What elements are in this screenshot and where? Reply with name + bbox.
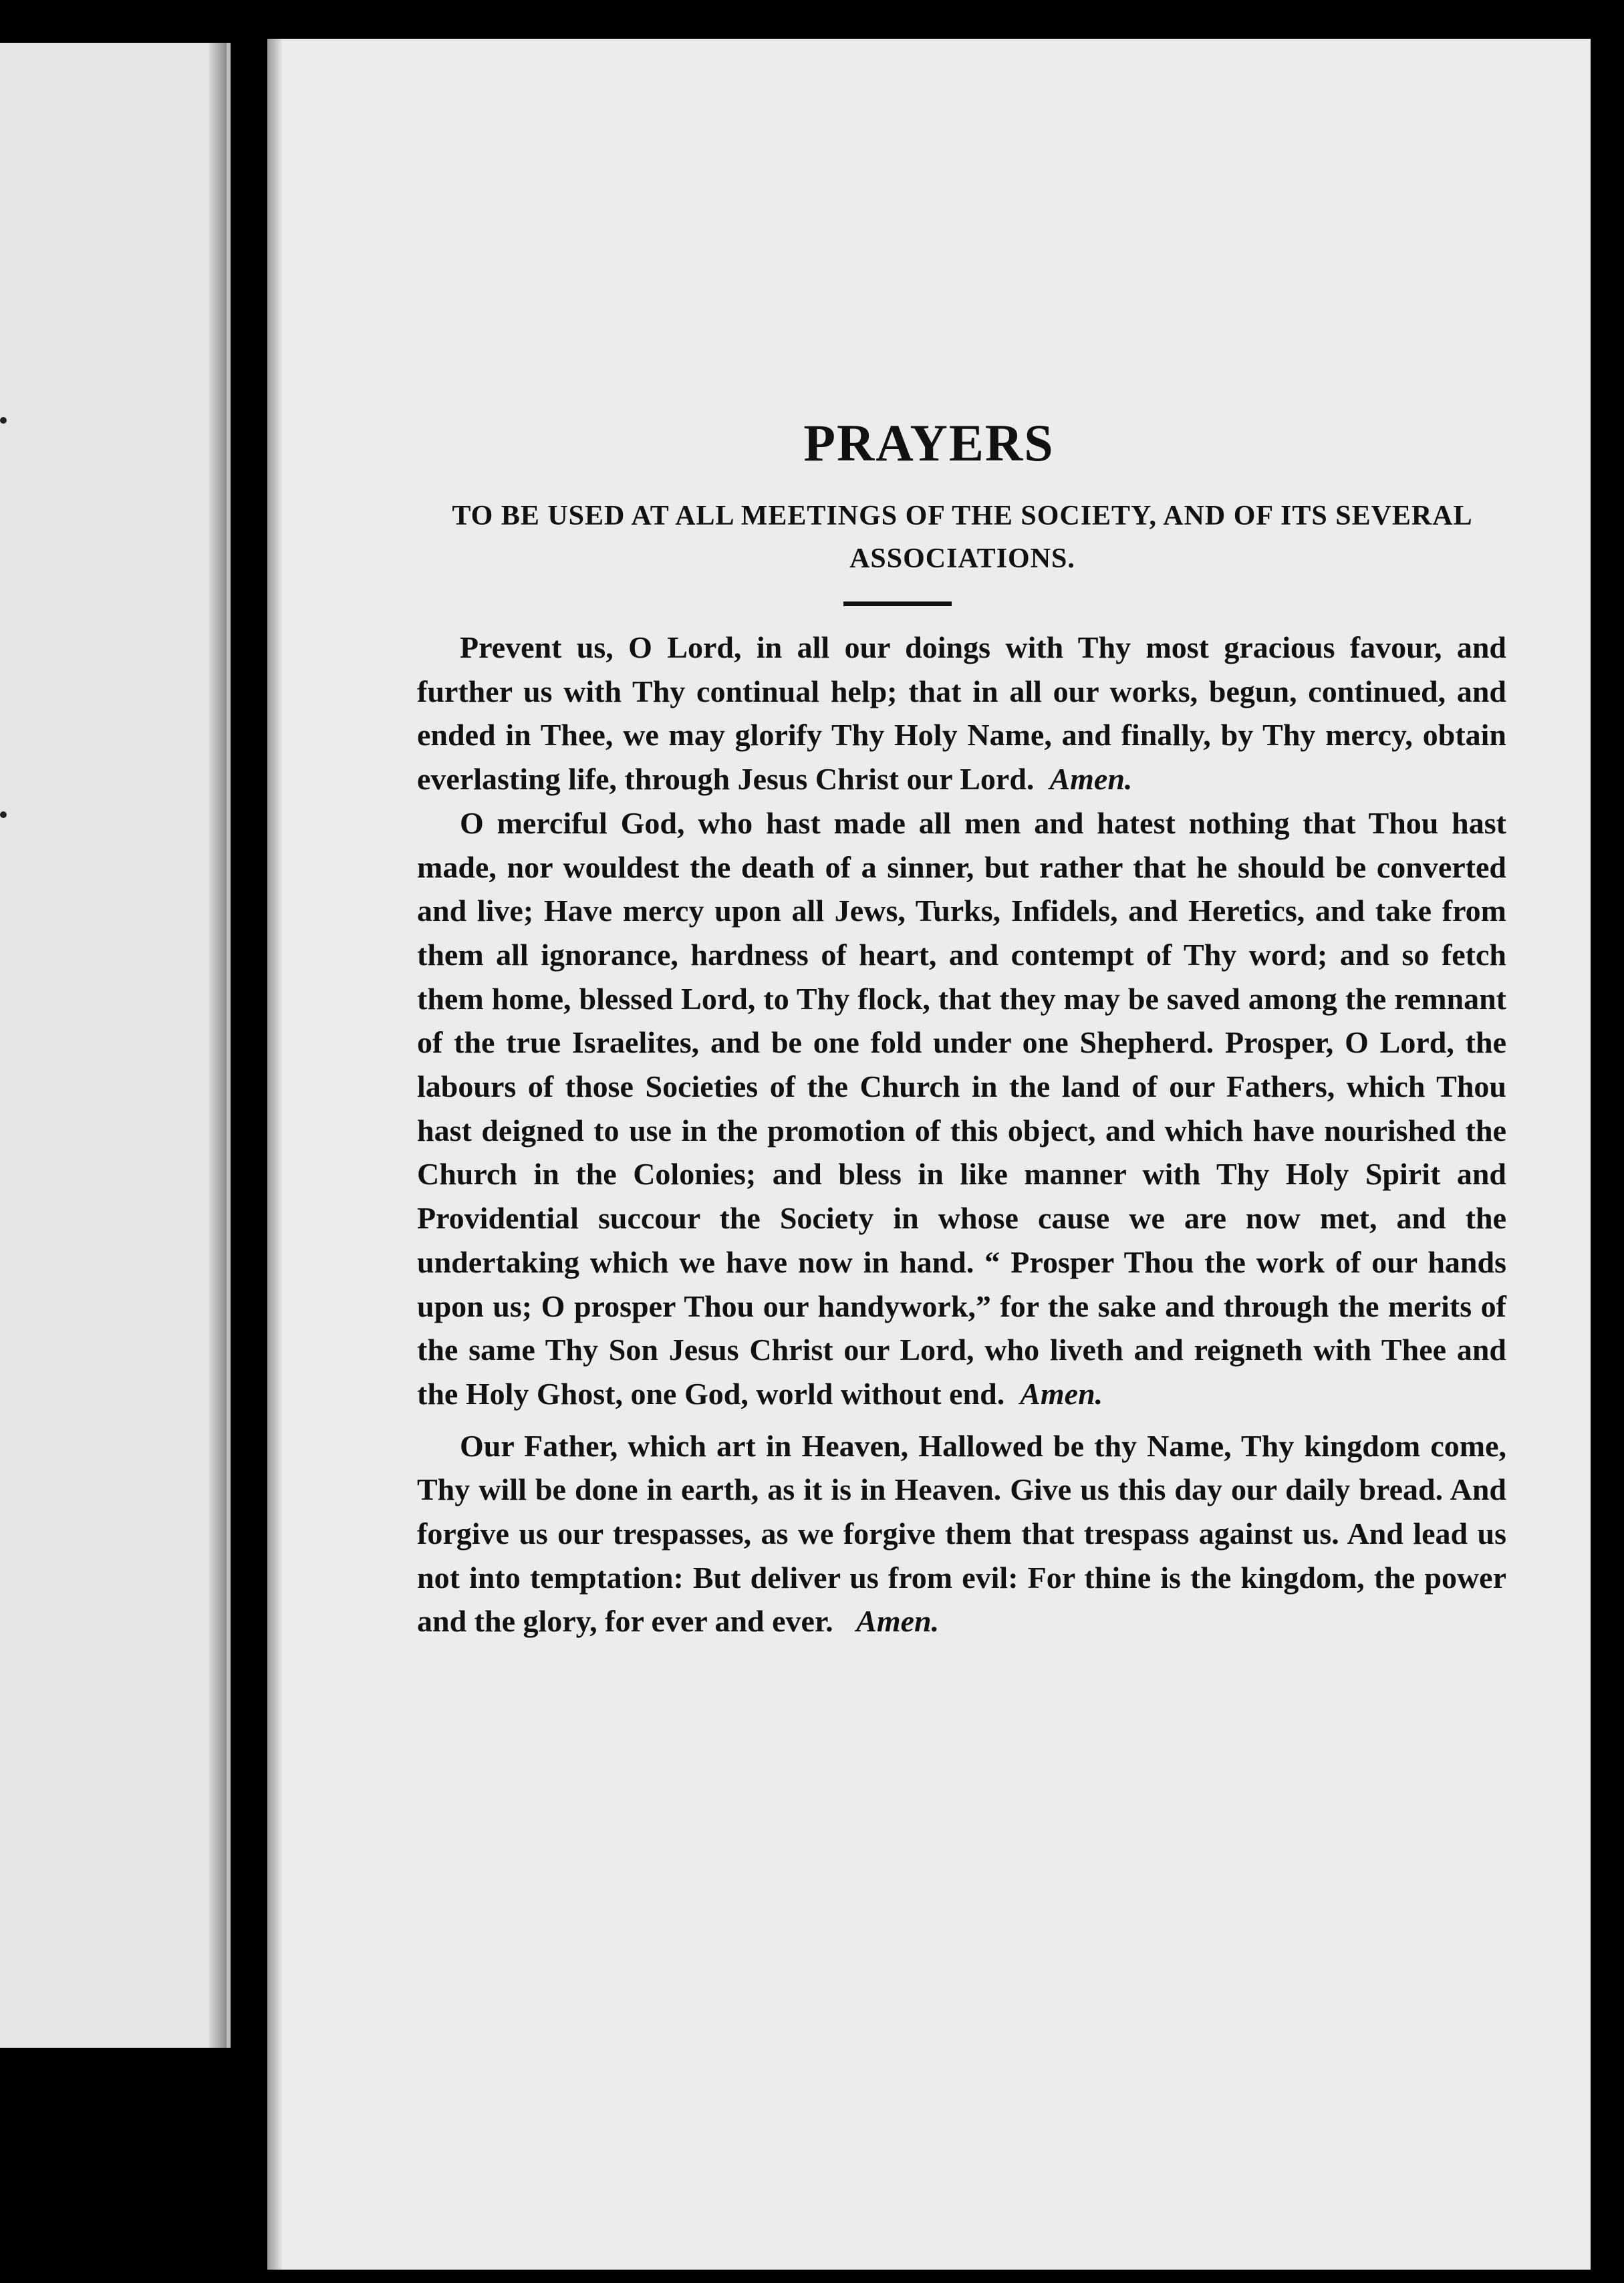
amen-word: Amen. xyxy=(1020,1376,1103,1411)
prayer-paragraph xyxy=(417,801,1506,1416)
page-fold-shadow xyxy=(267,39,282,2270)
ink-speck xyxy=(0,417,7,424)
page-subtitle: TO BE USED AT ALL MEETINGS OF THE SOCIETY, AND OF ITS SEVERAL ASSOCIATIONS. xyxy=(452,501,1473,574)
title-divider-rule xyxy=(843,601,952,606)
prayer-text: O merciful God, who hast made all men and hatest nothing that Thou hast made, nor wouldest the death of a sinner, but rather that he should be converted and live; Have mercy upon all Jews, Turks, Infidels, and Heretics, and take from them all ignorance, hardness of heart, and contempt of Thy word; and so fetch them home, blessed Lord, to Thy flock, that they may be saved among the remnant of the true Israelites, and be one fold under one Shepherd. Prosper, O Lord, the labours of those Societies of the Church in the land of our Fathers, which Thou hast deigned to use in the promotion of this object, and which have nourished the Church in the Colonies; and bless in like manner with Thy Holy Spirit and Providential succour the Society in whose cause we are now met, and the undertaking which we have now in hand. “ Prosper Thou the work of our hands upon us; O prosper Thou our handywork,” for the sake and through the merits of the same Thy Son Jesus Christ our Lord, who liveth and reigneth with Thee and the Holy Ghost, one God, world without end. xyxy=(417,805,1506,1411)
page-title: PRAYERS xyxy=(803,414,1055,472)
prayer-text-block xyxy=(417,626,1506,1643)
prayer-paragraph xyxy=(417,626,1506,801)
previous-page-edge xyxy=(0,43,231,2048)
previous-page-gutter xyxy=(209,43,227,2048)
amen-word: Amen. xyxy=(1049,762,1133,797)
amen-word: Amen. xyxy=(856,1604,940,1639)
ink-speck xyxy=(0,811,7,818)
prayer-text: Our Father, which art in Heaven, Hallowed be thy Name, Thy kingdom come, Thy will be done in earth, as it is in Heaven. Give us this day our daily bread. And forgive us our trespasses, as we forgive them that trespass against us. And lead us not into temptation: But deliver us from evil: For thine is the kingdom, the power and the glory, for ever and ever. xyxy=(417,1428,1506,1639)
prayer-text: Prevent us, O Lord, in all our doings with Thy most gracious favour, and further us with Thy continual help; that in all our works, begun, continued, and ended in Thee, we may glorify Thy Holy Name, and finally, by Thy mercy, obtain everlasting life, through Jesus Christ our Lord. xyxy=(417,630,1506,797)
book-page xyxy=(267,39,1591,2270)
prayer-paragraph xyxy=(417,1424,1506,1644)
